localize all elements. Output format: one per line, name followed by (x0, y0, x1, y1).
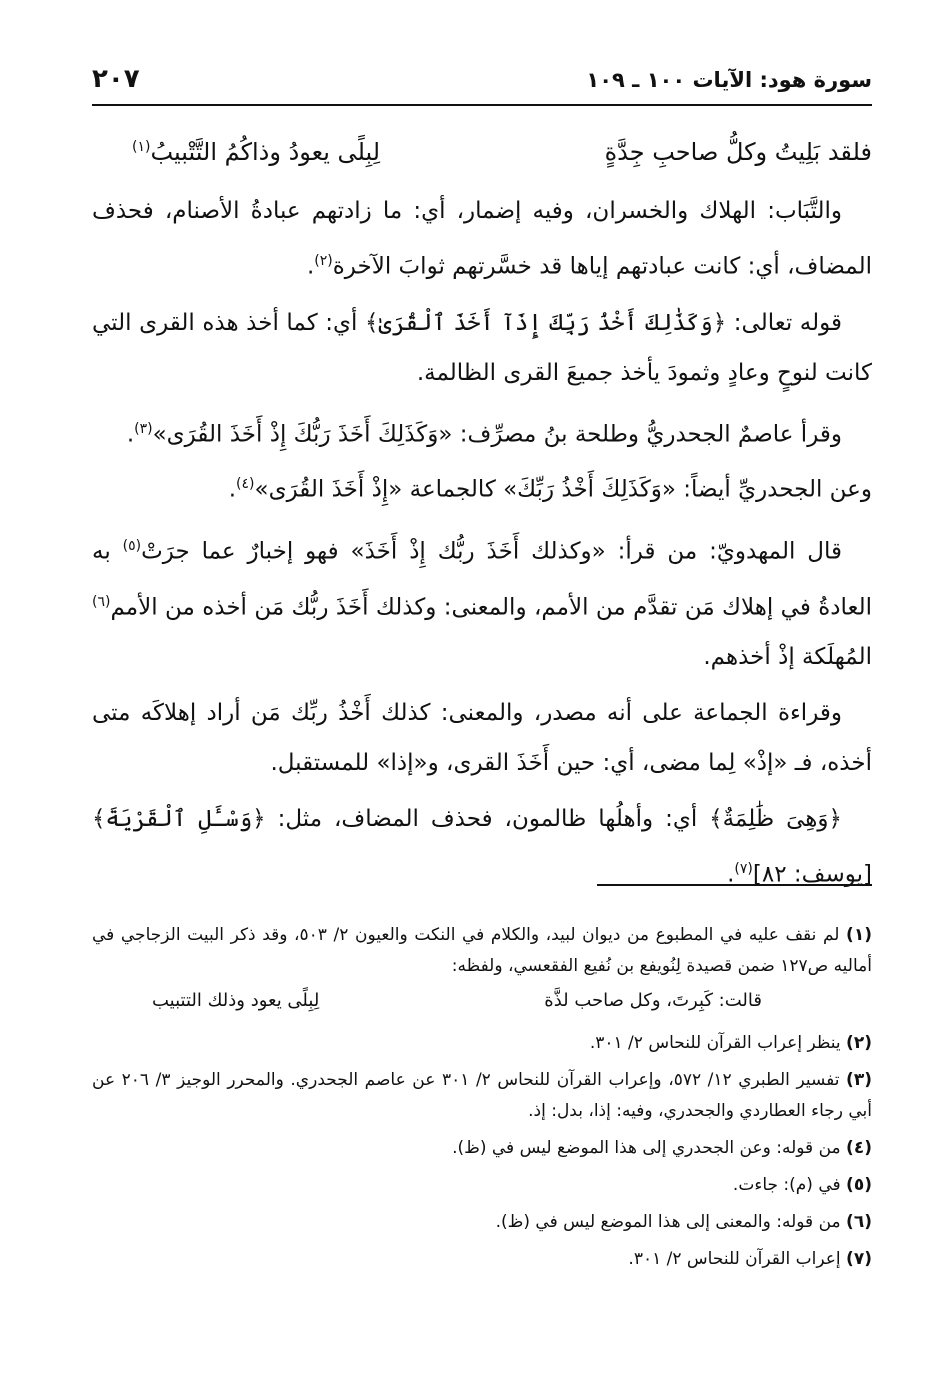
paragraph (92, 298, 872, 398)
footnote-text: إعراب القرآن للنحاس ٢/ ٣٠١. (628, 1249, 841, 1269)
text-run: قال المهدويّ: من قرأ: «وكذلك أَخَذَ ربُّك إِذْ أَخَذَ» فهو إخبارٌ عما جرَتْ (141, 538, 843, 565)
main-text (92, 128, 872, 900)
text-run: . (727, 861, 735, 888)
footnote-5 (92, 1170, 872, 1201)
text-run: والتَّبَاب: الهلاك والخسران، وفيه إضمار، أي: ما زادتهم عبادةُ الأصنام، فحذف المضاف، أي: كانت عبادتهم إياها قد خسَّرتهم ثوابَ الآخرة (92, 198, 872, 280)
footnote-ref: (٢) (314, 253, 333, 269)
footnote-number: (٢) (846, 1033, 872, 1053)
quran-quote: ﴿وَسْـَٔلِ ٱلْقَرْيَةَ﴾ (92, 806, 266, 833)
text-run: وقراءة الجماعة على أنه مصدر، والمعنى: كذلك أَخْذُ ربِّك مَن أراد إهلاكَه متى أخذه، فـ «إذْ» لِما مضى، أي: حين أَخَذَ القرى، و«إذا» للمستقبل. (92, 700, 872, 777)
page-number: ٢٠٧ (92, 64, 140, 94)
verse-first-hemistich: فلقد بَلِيتُ وكلُّ صاحبِ جِدَّةٍ (604, 138, 872, 166)
paragraph (92, 688, 872, 788)
footnote-divider (597, 884, 872, 886)
footnote-number: (٣) (846, 1070, 872, 1090)
footnote-number: (٤) (846, 1138, 872, 1158)
paragraph (92, 459, 872, 515)
text-run: به العادةُ في إهلاك مَن تقدَّم من الأمم، والمعنى: وكذلك أَخَذَ ربُّك مَن أخذه من الأمم (92, 538, 872, 621)
text-run: أي: كما أخذ هذه القرى التي كانت لنوحٍ وعادٍ وثمودَ يأخذ جميعَ القرى الظالمة. (92, 309, 872, 386)
footnote-number: (٥) (846, 1175, 872, 1195)
footnote-text: لم نقف عليه في المطبوع من ديوان لبيد، والكلام في النكت والعيون ٢/ ٥٠٣، وقد ذكر البيت الزجاجي في أماليه ص١٢٧ ضمن قصيدة لِنُويفع بن نُفيع الفقعسي، ولفظه: (92, 925, 872, 976)
footnotes (92, 920, 872, 1281)
footnote-ref: (٤) (236, 476, 255, 493)
footnote-2 (92, 1028, 872, 1059)
footnote-ref: (١) (132, 139, 151, 155)
paragraph (92, 521, 872, 682)
footnote-text: ينظر إعراب القرآن للنحاس ٢/ ٣٠١. (589, 1033, 841, 1053)
running-header (92, 62, 872, 102)
text-run: . (228, 476, 237, 503)
header-divider (92, 104, 872, 106)
text-run: أي: وأهلُها ظالمون، فحذف المضاف، مثل: (265, 806, 710, 833)
text-run: وقرأ عاصمٌ الجحدريُّ وطلحة بنُ مصرِّف: «وَكَذَلِكَ أَخَذَ رَبُّكَ إِذْ أَخَذَ القُرَى» (152, 421, 842, 448)
header-title: سورة هود: الآيات ١٠٠ ـ ١٠٩ (586, 68, 872, 92)
text-run: المُهلَكة إذْ أخذهم. (703, 644, 872, 671)
text-run: قوله تعالى: (726, 309, 842, 336)
footnote-7 (92, 1244, 872, 1275)
footnote-3 (92, 1065, 872, 1127)
text-run: . (126, 421, 135, 448)
footnote-number: (٧) (846, 1249, 872, 1269)
footnote-text: من قوله: والمعنى إلى هذا الموضع ليس في (ظ). (495, 1212, 841, 1232)
footnote-ref: (٦) (92, 593, 111, 610)
footnote-number: (٦) (846, 1212, 872, 1232)
text-run: [يوسف: ٨٢] (752, 861, 872, 888)
paragraph (92, 186, 872, 292)
footnote-number: (١) (846, 925, 872, 945)
text-run: وعن الجحدريِّ أيضاً: «وَكَذَلِكَ أَخْذُ رَبِّكَ» كالجماعة «إِذْ أَخَذَ القُرَى» (254, 476, 872, 503)
text-run: . (306, 253, 315, 280)
footnote-ref: (٣) (134, 420, 153, 437)
footnote-1 (92, 920, 872, 982)
verse-second-hemistich (132, 138, 380, 166)
footnote-verse (92, 988, 872, 1022)
footnote-verse-second: لِبِلًى يعود وذلك التتبيب (152, 990, 320, 1011)
footnote-text: في (م): جاءت. (732, 1175, 841, 1195)
verse-second-hemistich-text: لِبِلًى يعودُ وذاكُمُ التَّتْبيبُ (150, 138, 381, 166)
footnote-4 (92, 1133, 872, 1164)
footnote-6 (92, 1207, 872, 1238)
quran-quote: ﴿وَكَذَٰلِكَ أَخْذُ رَبِّكَ إِذَآ أَخَذَ ٱلْقُرَىٰ﴾ (364, 309, 727, 336)
poetry-verse (92, 128, 872, 186)
paragraph (92, 404, 872, 460)
footnote-ref: (٥) (122, 537, 142, 554)
footnote-ref: (٧) (734, 861, 753, 878)
quran-quote: ﴿وَهِىَ ظَٰلِمَةٌ﴾ (709, 806, 843, 833)
footnote-text: تفسير الطبري ١٢/ ٥٧٢، وإعراب القرآن للنحاس ٢/ ٣٠١ عن عاصم الجحدري. والمحرر الوجيز ٣/ ٢٠٦ عن أبي رجاء العطاردي والجحدري، وفيه: إذا، بدل: إذ. (92, 1070, 872, 1121)
footnote-text: من قوله: وعن الجحدري إلى هذا الموضع ليس في (ظ). (452, 1138, 841, 1158)
footnote-verse-first: قالت: كَبِرتَ، وكل صاحب لذَّة (544, 990, 762, 1011)
